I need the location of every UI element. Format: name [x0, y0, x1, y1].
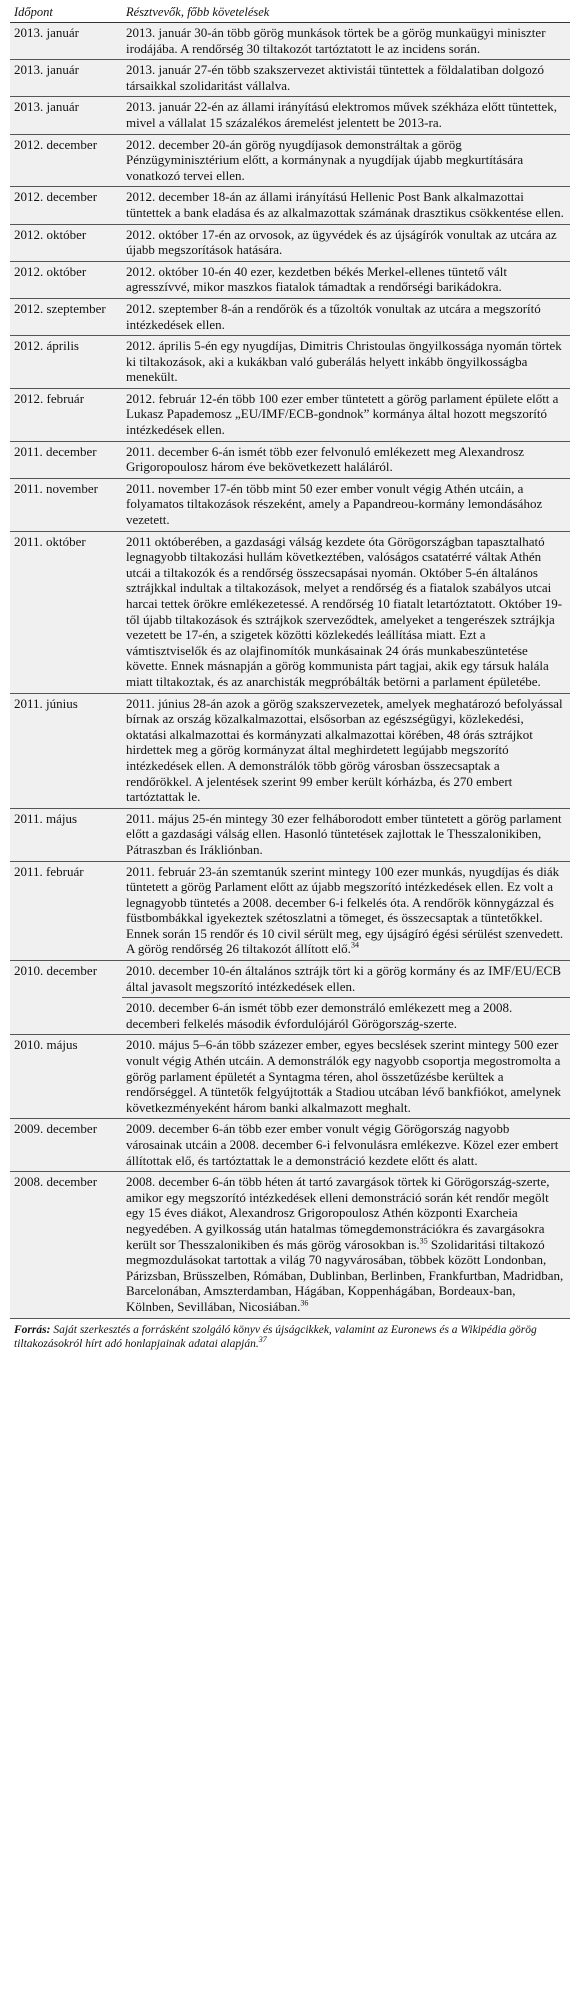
row-text-body-continued: Szolidaritási tiltakozó megmozdulásokat tartottak a világ 70 nagyvárosában, többek között Londonban, Párizsban, Brüsszelben, Rómában, Dublinban, Berlinben, Frankfurtban, Madridban, Barcelonában, Amszterdamban, Hágában, Koppenhágában, Bordeaux-ban, Kölnben, Sevillában, Nicosiában. [126, 1236, 564, 1314]
table-row [10, 441, 570, 478]
row-text: 2012. április 5-én egy nyugdíjas, Dimitris Christoulas öngyilkossága nyomán törtek ki tiltakozások, aki a kukákban való guberálás helyett inkább öngyilkosságba menekült. [122, 336, 570, 389]
table-row [10, 693, 570, 808]
column-header-date: Időpont [10, 4, 122, 23]
row-date: 2011. február [10, 861, 122, 961]
footnote-ref: 34 [350, 941, 359, 951]
row-text: 2010. május 5–6-án több százezer ember, egyes becslések szerint mintegy 500 ezer vonult végig Athén utcáin. A demonstrálók egy nagyobb csoportja megostromolta a görög parlament épületét a Syntagma téren, ahol összetűzésbe kerültek a rendőrséggel. A tüntetők felgyújtották a Stadiou utcában lévő bankfiókot, amelynek következményeként három banki alkalmazott meghalt. [122, 1035, 570, 1119]
table-row [10, 336, 570, 389]
table-row [10, 861, 570, 961]
row-date: 2012. április [10, 336, 122, 389]
row-date: 2013. január [10, 60, 122, 97]
row-date: 2011. október [10, 531, 122, 693]
table-row [10, 808, 570, 861]
table-row [10, 97, 570, 134]
source-text: Saját szerkesztés a forrásként szolgáló könyv és újságcikkek, valamint az Euronews és a Wikipédia görög tiltakozásokról hírt adó honlapjainak adatai alapján. [14, 1323, 537, 1350]
footnote-ref: 36 [300, 1298, 309, 1308]
source-label: Forrás: [14, 1323, 51, 1336]
table-row [10, 478, 570, 531]
row-text: 2013. január 30-án több görög munkások törtek be a görög munkaügyi miniszter irodájába. A rendőrség 30 tiltakozót tartóztatott le az incidens során. [122, 23, 570, 60]
footnote-ref: 35 [419, 1236, 428, 1246]
row-date: 2011. december [10, 441, 122, 478]
row-text: 2013. január 22-én az állami irányítású elektromos művek székháza előtt tüntettek, mivel a vállalat 15 százalékos áremelést jelentett be 2013-ra. [122, 97, 570, 134]
row-text: 2013. január 27-én több szakszervezet aktivistái tüntettek a földalatiban dolgozó társaikkal szolidaritást vállalva. [122, 60, 570, 97]
table-header-row [10, 4, 570, 23]
table-row [10, 224, 570, 261]
row-date: 2012. december [10, 187, 122, 224]
table-row [10, 961, 570, 998]
table-body [10, 23, 570, 1319]
source-note [10, 1319, 570, 1351]
protest-table [10, 4, 570, 1319]
row-text: 2012. szeptember 8-án a rendőrök és a tűzoltók vonultak az utcára a megszorító intézkedések ellen. [122, 298, 570, 335]
table-row [10, 187, 570, 224]
row-date: 2011. június [10, 693, 122, 808]
row-text-body: 2011. február 23-án szemtanúk szerint mintegy 100 ezer munkás, nyugdíjas és diák tüntetett a görög Parlament előtt az újabb megszorító intézkedések ellen. Ez volt a legnagyobb tüntetés a 2008. december 6-i felkelés óta. A rendőrök könnygázzal és füstbombákkal igyekeztek szétoszlatni a tömeget, és összecsaptak a tüntetőkkel. Ennek során 15 rendőr és 10 civil sérült meg, egy újságíró égési sérülést szenvedett. A görög rendőrség 26 tiltakozót állított elő. [126, 863, 564, 957]
row-date: 2013. január [10, 23, 122, 60]
row-date: 2011. november [10, 478, 122, 531]
row-date: 2013. január [10, 97, 122, 134]
row-text: 2012. december 20-án görög nyugdíjasok demonstráltak a görög Pénzügyminisztérium előtt, a kormánynak a nyugdíjak újabb megkurtítására vonatkozó tervei ellen. [122, 134, 570, 187]
table-row [10, 134, 570, 187]
row-text [122, 861, 570, 961]
table-row [10, 1172, 570, 1318]
row-date: 2008. december [10, 1172, 122, 1318]
row-text: 2011. november 17-én több mint 50 ezer ember vonult végig Athén utcáin, a folyamatos tiltakozások részeként, amely a Papandreou-kormány lemondásához vezetett. [122, 478, 570, 531]
row-text: 2012. október 17-én az orvosok, az ügyvédek és az újságírók vonultak az utcára az újabb megszorítások hatására. [122, 224, 570, 261]
row-text: 2009. december 6-án több ezer ember vonult végig Görögország nagyobb városainak utcáin a 2008. december 6-i felvonulásra emlékezve. Közel ezer embert állítottak elő, és tartóztattak le a demonstráció kezdete előtt és alatt. [122, 1119, 570, 1172]
table-row [10, 531, 570, 693]
table-row [10, 298, 570, 335]
row-text: 2011 októberében, a gazdasági válság kezdete óta Görögországban tapasztalható legnagyobb tiltakozási hullám következtében, valóságos csatatérré váltak Athén utcái a tiltakozók és a rendőrség összecsapásai nyomán. Október 5-én általános sztrájkkal indultak a tiltakozások, melyet a rendőrség és a fiatalok szabályos utcai harcai tettek örökre emlékezetessé. A rendőrség 10 fiatalt letartóztatott. Október 19-től újabb tiltakozások és sztrájkok szerveződtek, amelyeket a tengerészek sztrájkja vezetett be 17-én, a szigetek közötti közlekedés leállítása miatt. Ezt a vámtisztviselők és az olajfinomítók munkásainak 24 órás munkabeszüntetése követte. Ennek másnapján a görög kommunista párt tagjai, akik egy társuk halála miatt tiltakoztak, és az anarchisták megpróbálták betörni a parlament épületébe. [122, 531, 570, 693]
row-text-body: 2008. december 6-án több héten át tartó zavargások törtek ki Görögország-szerte, amikor egy megszorító intézkedések elleni demonstráció során két rendőr megölt egy 15 éves diákot, Alexandrosz Grigoropoulosz Athén központi Exarcheia negyedében. A gyilkosság után hatalmas tömegdemonstrációkra és zavargásokra került sor Thesszalonikiben és más görög városokban is. [126, 1174, 550, 1252]
table-row [10, 1035, 570, 1119]
row-date: 2012. február [10, 388, 122, 441]
row-date: 2012. szeptember [10, 298, 122, 335]
row-date: 2010. május [10, 1035, 122, 1119]
table-row [10, 23, 570, 60]
footnote-ref: 37 [258, 1334, 267, 1344]
row-date: 2012. október [10, 224, 122, 261]
table-row [10, 388, 570, 441]
row-date: 2012. október [10, 261, 122, 298]
column-header-participants: Résztvevők, főbb követelések [122, 4, 570, 23]
page [10, 0, 570, 1351]
table-row [10, 1119, 570, 1172]
row-text: 2011. december 6-án ismét több ezer felvonuló emlékezett meg Alexandrosz Grigoropoulosz három éve bekövetkezett haláláról. [122, 441, 570, 478]
row-text: 2010. december 10-én általános sztrájk tört ki a görög kormány és az IMF/EU/ECB által javasolt megszorító intézkedések ellen. [122, 961, 570, 998]
row-date: 2011. május [10, 808, 122, 861]
row-date: 2012. december [10, 134, 122, 187]
row-text: 2011. június 28-án azok a görög szakszervezetek, amelyek meghatározó befolyással bírnak az ország közalkalmazottai, elsősorban az egészségügyi, közlekedési, oktatási alkalmazottai és kormányzati alkalmazottai körében, 48 órás sztrájkot hirdettek meg a görög kormányzat által meghirdetett legújabb megszorító intézkedések ellen. A demonstrálók több görög városban összecsaptak a rendőrökkel. A jelentések szerint 99 ember került kórházba, és 270 embert tartóztattak le. [122, 693, 570, 808]
row-text: 2010. december 6-án ismét több ezer demonstráló emlékezett meg a 2008. decemberi felkelés második évfordulójáról Görögország-szerte. [122, 998, 570, 1035]
row-text: 2012. december 18-án az állami irányítású Hellenic Post Bank alkalmazottai tüntettek a bank eladása és az alkalmazottak számának drasztikus csökkentése ellen. [122, 187, 570, 224]
row-text: 2012. október 10-én 40 ezer, kezdetben békés Merkel-ellenes tüntető vált agresszívvé, mikor maszkos fiatalok támadtak a rendőrségi barikádokra. [122, 261, 570, 298]
table-row [10, 60, 570, 97]
table-row [10, 261, 570, 298]
row-text [122, 1172, 570, 1318]
row-date: 2009. december [10, 1119, 122, 1172]
row-text: 2012. február 12-én több 100 ezer ember tüntetett a görög parlament épülete előtt a Lukasz Papademosz „EU/IMF/ECB-gondnok” kormánya által hozott megszorító intézkedések ellen. [122, 388, 570, 441]
row-text: 2011. május 25-én mintegy 30 ezer felháborodott ember tüntetett a görög parlament előtt a gazdasági válság ellen. Hasonló tüntetések zajlottak le Thesszalonikiben, Pátraszban és Irákliónban. [122, 808, 570, 861]
row-date: 2010. december [10, 961, 122, 1035]
